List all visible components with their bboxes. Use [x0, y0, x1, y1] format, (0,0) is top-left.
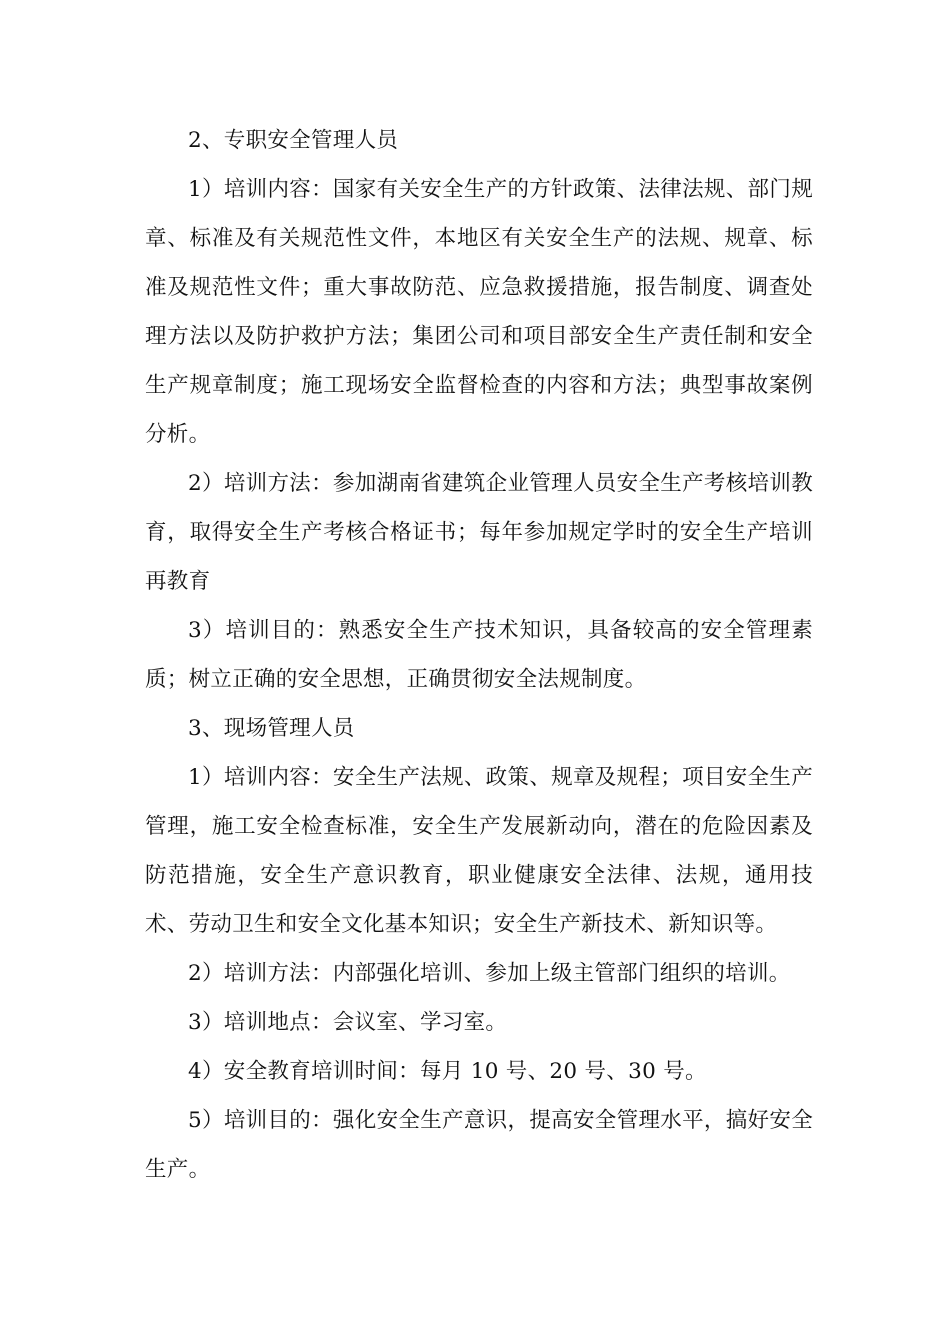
paragraph-training-goal: 3）培训目的：熟悉安全生产技术知识，具备较高的安全管理素质；树立正确的安全思想，正确贯彻安全法规制度。: [145, 618, 813, 692]
document-body: [145, 116, 813, 1194]
paragraph-site-training-content: 1）培训内容：安全生产法规、政策、规章及规程；项目安全生产管理，施工安全检查标准，安全生产发展新动向，潜在的危险因素及防范措施，安全生产意识教育，职业健康安全法律、法规，通用技术、劳动卫生和安全文化基本知识；安全生产新技术、新知识等。: [145, 765, 813, 937]
paragraph-site-training-location: 3）培训地点：会议室、学习室。: [188, 1010, 508, 1035]
paragraph-training-content: 1）培训内容：国家有关安全生产的方针政策、法律法规、部门规章、标准及有关规范性文件，本地区有关安全生产的法规、规章、标准及规范性文件；重大事故防范、应急救援措施，报告制度、调查处理方法以及防护救护方法；集团公司和项目部安全生产责任制和安全生产规章制度；施工现场安全监督检查的内容和方法；典型事故案例分析。: [145, 177, 813, 447]
paragraph-site-training-method: 2）培训方法：内部强化培训、参加上级主管部门组织的培训。: [188, 961, 791, 986]
section-heading-site-managers: 3、现场管理人员: [188, 716, 355, 741]
section-heading-safety-officers: 2、专职安全管理人员: [188, 128, 399, 153]
paragraph-training-method: 2）培训方法：参加湖南省建筑企业管理人员安全生产考核培训教育，取得安全生产考核合格证书；每年参加规定学时的安全生产培训再教育: [145, 471, 813, 594]
paragraph-site-training-time: 4）安全教育培训时间：每月 10 号、20 号、30 号。: [188, 1059, 707, 1084]
paragraph-site-training-goal: 5）培训目的：强化安全生产意识，提高安全管理水平，搞好安全生产。: [145, 1108, 813, 1182]
